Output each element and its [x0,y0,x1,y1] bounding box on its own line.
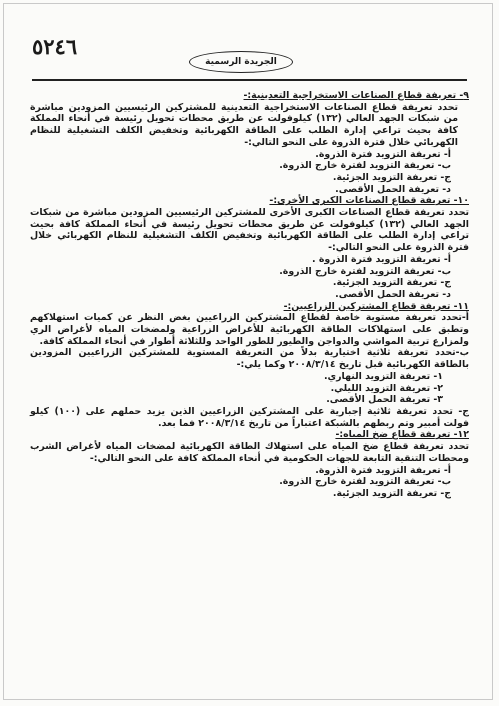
section-10-item-c: ج- تعريفة التزويد الجزئية. [332,277,451,289]
page-number: ٥٢٤٦ [32,34,78,59]
section-10-item-a: أ- تعريفة التزويد فترة الذروة . [312,253,451,265]
section-12-body: تحدد تعريفة قطاع ضخ المياه على استهلاك الطاقة الكهربائية لمضخات المياه لأغراض الشرب ومحطات التنقية التابعة للجهات الحكومية في أنحاء المملكة كافة على النحو التالي:- [30,441,469,464]
document-body [30,90,469,500]
section-11-para-a: أ-تحدد تعريفة مستوية خاصة لقطاع المشتركين الزراعيين بغض النظر عن كميات استهلاكهم وتطبق على استهلاكات الطاقة الكهربائية للأغراض الزراعية ولمضخات المياه لأغراض الري ولمزارع تربية المواشي والدواجن والطيور للطور الواحد وللثلاثة أطوار في أنحاء المملكة كافة. [30,312,469,347]
section-9-item-a: أ- تعريفة التزويد فترة الذروة. [315,148,451,160]
section-12-item-a: أ- تعريفة التزويد فترة الذروة. [315,464,451,476]
publication-title: الجريدة الرسمية [205,57,277,67]
header-rule [32,79,467,81]
section-9-item-b: ب- تعريفة التزويد لفترة خارج الذروة. [279,160,451,172]
section-10-body: تحدد تعريفة قطاع الصناعات الكبرى الأخرى للمشتركين الرئيسيين المزودين مباشرة من شبكات الجهد العالي (١٣٢) كيلوفولت عن طريق محطات تحويل رئيسة في أنحاء المملكة كافة بحيث تراعي إدارة الطلب على الطاقة الكهربائية وتخفيض الكلف التشغيلية للنظام الكهربائي خلال فترة الذروة على النحو التالي:- [30,207,469,254]
section-11-item-1: ١- تعريفة التزويد النهاري. [324,370,443,382]
section-9-item-c: ج- تعريفة التزويد الجزئية. [332,171,451,183]
section-11-heading: ١١- تعريفة قطاع المشتركين الزراعيين:- [283,300,469,312]
section-12-item-b: ب- تعريفة التزويد لفترة خارج الذروة. [279,476,451,488]
section-10-item-b: ب- تعريفة التزويد لفترة خارج الذروة. [279,265,451,277]
section-12-heading: ١٢- تعريفة قطاع ضخ المياه:- [335,429,469,441]
section-9-item-d: د- تعريفة الحمل الأقصى. [335,183,451,195]
section-11-para-c: ج- تحدد تعريفة ثلاثية إجبارية على المشتركين الزراعيين الذين يزيد حملهم على (١٠٠) كيلو فولت أمبير وتم ربطهم بالشبكة اعتباراً من تاريخ ٢٠٠٨/٣/١٤ فما بعد. [30,405,469,429]
section-10-item-d: د- تعريفة الحمل الأقصى. [335,288,451,300]
section-9-body: تحدد تعريفة قطاع الصناعات الاستخراجية التعدينية للمشتركين الرئيسيين المزودين مباشرة من شبكات الجهد العالي (١٣٢) كيلوفولت عن طريق محطات تحويل رئيسة في أنحاء المملكة كافة بحيث تراعي إدارة الطلب على الطاقة الكهربائية وتخفيض الكلف التشغيلية للنظام الكهربائي خلال فترة الذروة على النحو التالي:- [30,101,458,148]
masthead-seal [189,51,293,73]
section-11-item-2: ٢- تعريفة التزويد الليلي. [330,382,443,394]
section-12-item-c: ج- تعريفة التزويد الجزئية. [332,487,451,499]
section-10-heading: ١٠- تعريفة قطاع الصناعات الكبرى الأخرى:- [269,195,469,207]
section-11-para-b: ب-تحدد تعريفة ثلاثية اختيارية بدلاً من التعريفة المستوية للمشتركين الزراعيين المزودين بالطاقة الكهربائية قبل تاريخ ٢٠٠٨/٣/١٤ وكما يلي:- [30,347,469,371]
section-11-item-3: ٣- تعريفة الحمل الأقصى. [326,394,443,406]
section-9-heading: ٩- تعريفة قطاع الصناعات الاستخراجية التعدينية:- [243,90,469,101]
